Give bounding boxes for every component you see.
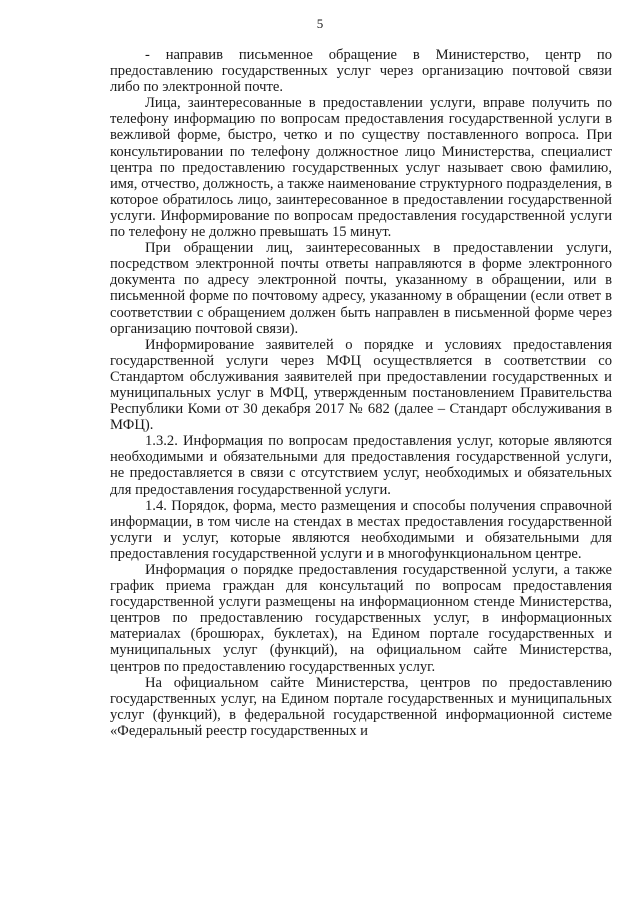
paragraph-8: На официальном сайте Министерства, центров по предоставлению государственных услуг, на Едином портале государственных и муниципальных услуг (функций), в федеральной государственной информационной системе «Федеральный реестр государственных и [110,674,612,739]
paragraph-3: При обращении лиц, заинтересованных в предоставлении услуги, посредством электронной почты ответы направляются в форме электронного документа по адресу электронной почты, указанному в обращении, или в письменной форме по почтовому адресу, указанному в обращении (если ответ в соответствии с обращением должен быть направлен в письменной форме через организацию почтовой связи). [110,240,612,337]
page-number: 5 [316,16,324,31]
paragraph-6: 1.4. Порядок, форма, место размещения и способы получения справочной информации, в том числе на стендах в местах предоставления государственной услуги и услуг, которые являются необходимыми и обязательными для предоставления государственной услуги и в многофункциональном центре. [110,497,612,562]
document-body [110,47,612,739]
paragraph-2: Лица, заинтересованные в предоставлении услуги, вправе получить по телефону информацию по вопросам предоставления государственной услуги в вежливой форме, быстро, четко и по существу поставленного вопроса. При консультировании по телефону должностное лицо Министерства, специалист центра по предоставлению государственных услуг называет свою фамилию, имя, отчество, должность, а также наименование структурного подразделения, в которое обратилось лицо, заинтересованное в предоставлении государственной услуги. Информирование по вопросам предоставления государственной услуги по телефону не должно превышать 15 минут. [110,95,612,241]
paragraph-4: Информирование заявителей о порядке и условиях предоставления государственной услуги через МФЦ осуществляется в соответствии со Стандартом обслуживания заявителей при предоставлении государственных и муниципальных услуг в МФЦ, утвержденным постановлением Правительства Республики Коми от 30 декабря 2017 № 682 (далее – Стандарт обслуживания в МФЦ). [110,336,612,434]
paragraph-1: - направив письменное обращение в Министерство, центр по предоставлению государственных услуг через организацию почтовой связи либо по электронной почте. [110,47,612,96]
paragraph-7: Информация о порядке предоставления государственной услуги, а также график приема граждан для консультаций по вопросам предоставления государственной услуги размещены на информационном стенде Министерства, центров по предоставлению государственных услуг, в информационных материалах (брошюрах, буклетах), на Едином портале государственных и муниципальных услуг (функций), на официальном сайте Министерства, центров по предоставлению государственных услуг. [110,562,612,675]
paragraph-5: 1.3.2. Информация по вопросам предоставления услуг, которые являются необходимыми и обязательными для предоставления государственной услуги, не предоставляется в связи с отсутствием услуг, необходимых и обязательных для предоставления государственной услуги. [110,433,612,498]
